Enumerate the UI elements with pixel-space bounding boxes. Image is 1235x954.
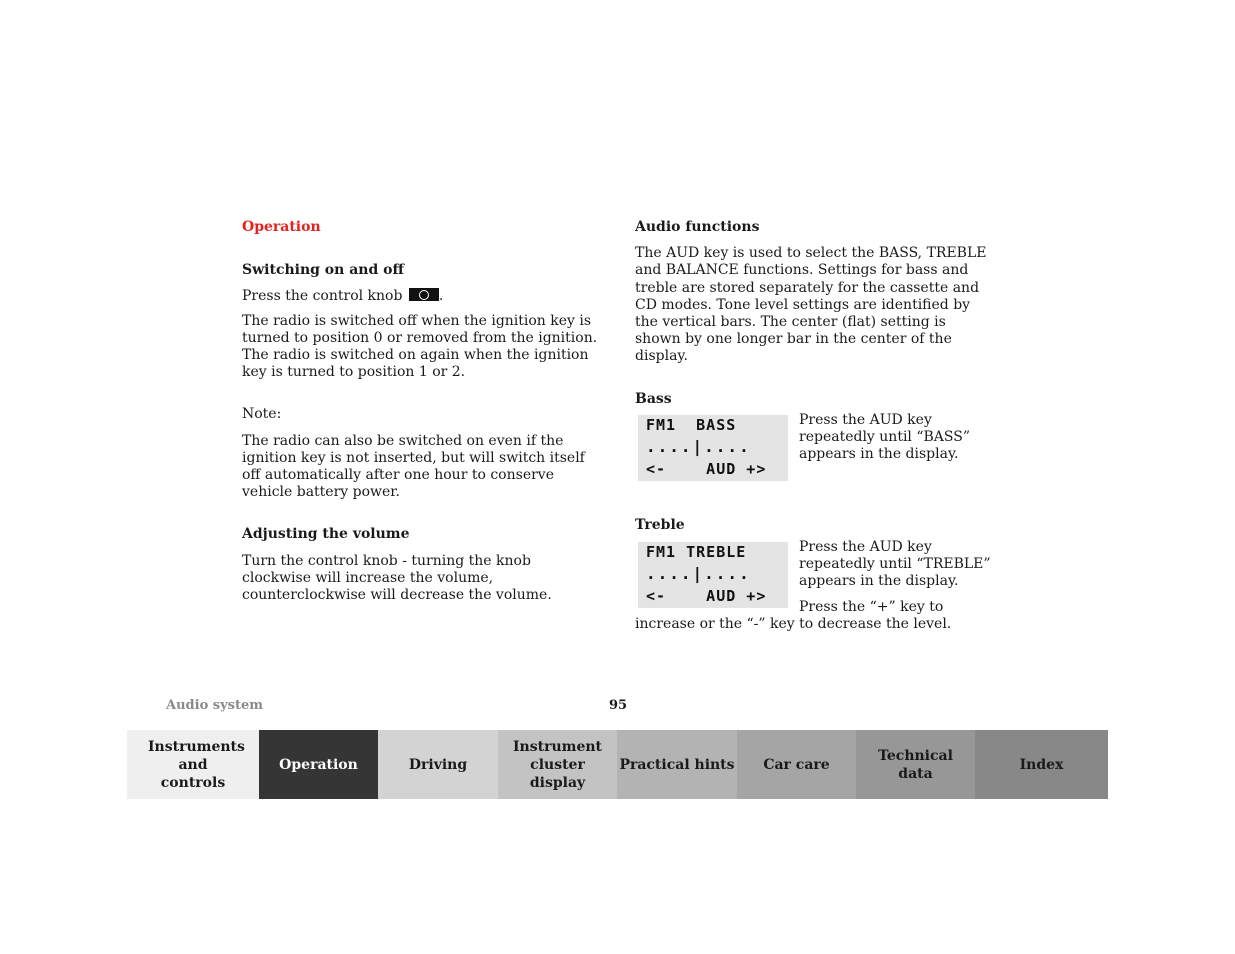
- heading-volume: Adjusting the volume: [242, 526, 410, 543]
- treble-instruction: Press the AUD key repeatedly until “TREBLE” appears in the display.: [799, 539, 991, 590]
- tab-label: Car care: [763, 756, 830, 773]
- bass-lcd-display: [638, 415, 788, 481]
- treble-lcd-display: [638, 542, 788, 608]
- level-text: Press the “+” key to increase or the “-” key to decrease the level.: [635, 599, 952, 633]
- tab-driving[interactable]: [378, 730, 498, 799]
- tab-label: Index: [1019, 756, 1064, 773]
- note-label: Note:: [242, 406, 282, 423]
- paragraph-volume: Turn the control knob - turning the knob clockwise will increase the volume, counterclockwise will decrease the volume.: [242, 552, 552, 604]
- tab-instruments-and-controls[interactable]: [127, 730, 259, 799]
- heading-treble: Treble: [635, 516, 685, 533]
- page-number: 95: [609, 698, 628, 713]
- lcd-line-1: FM1 TREBLE: [646, 543, 747, 562]
- control-knob-icon: [409, 288, 439, 301]
- tab-label: Practical hints: [619, 756, 735, 773]
- chapter-navigation: [127, 730, 1108, 799]
- left-column: [242, 219, 602, 611]
- tab-label: Instrument cluster display: [513, 738, 602, 791]
- heading-bass: Bass: [635, 390, 672, 407]
- heading-audio-functions: Audio functions: [635, 219, 760, 235]
- tab-label: Technical data: [878, 747, 953, 782]
- lcd-line-3: <- AUD +>: [646, 459, 767, 478]
- tab-label: Driving: [408, 756, 468, 773]
- lcd-line-3: <- AUD +>: [646, 587, 767, 606]
- paragraph-press-knob: [242, 288, 602, 305]
- tab-instrument-cluster-display[interactable]: [498, 730, 617, 799]
- bass-display-row: [635, 411, 995, 487]
- tab-practical-hints[interactable]: [617, 730, 737, 799]
- tab-operation[interactable]: [259, 730, 378, 799]
- section-title: Operation: [242, 219, 321, 235]
- tab-index[interactable]: [975, 730, 1108, 799]
- bass-instruction: Press the AUD key repeatedly until “BASS” appears in the display.: [799, 411, 970, 463]
- heading-switching: Switching on and off: [242, 262, 404, 279]
- right-column: [635, 219, 995, 640]
- lcd-line-2: ....|....: [646, 436, 751, 456]
- tab-label: Instruments and controls: [148, 738, 245, 791]
- tab-label: Operation: [279, 756, 358, 773]
- lcd-line-2: ....|....: [646, 564, 751, 584]
- paragraph-radio-off: The radio is switched off when the ignition key is turned to position 0 or removed from the ignition. The radio is switched on again when the ignition key is turned to position 1 or 2.: [242, 312, 598, 381]
- tab-car-care[interactable]: [737, 730, 856, 799]
- paragraph-audio: The AUD key is used to select the BASS, TREBLE and BALANCE functions. Settings for bass and treble are stored separately for the cassette and CD modes. Tone level settings are identified by the vertical bars. The center (flat) setting is shown by one longer bar in the center of the display.: [635, 245, 987, 365]
- press-knob-suffix: .: [438, 288, 444, 305]
- press-knob-text: Press the control knob: [242, 288, 403, 305]
- lcd-line-1: FM1 BASS: [646, 415, 737, 434]
- tab-technical-data[interactable]: [856, 730, 975, 799]
- note-text: The radio can also be switched on even if the ignition key is not inserted, but will switch itself off automatically after one hour to conserve vehicle battery power.: [242, 432, 585, 501]
- treble-display-row: [635, 539, 995, 608]
- footer-section-title: Audio system: [166, 698, 263, 713]
